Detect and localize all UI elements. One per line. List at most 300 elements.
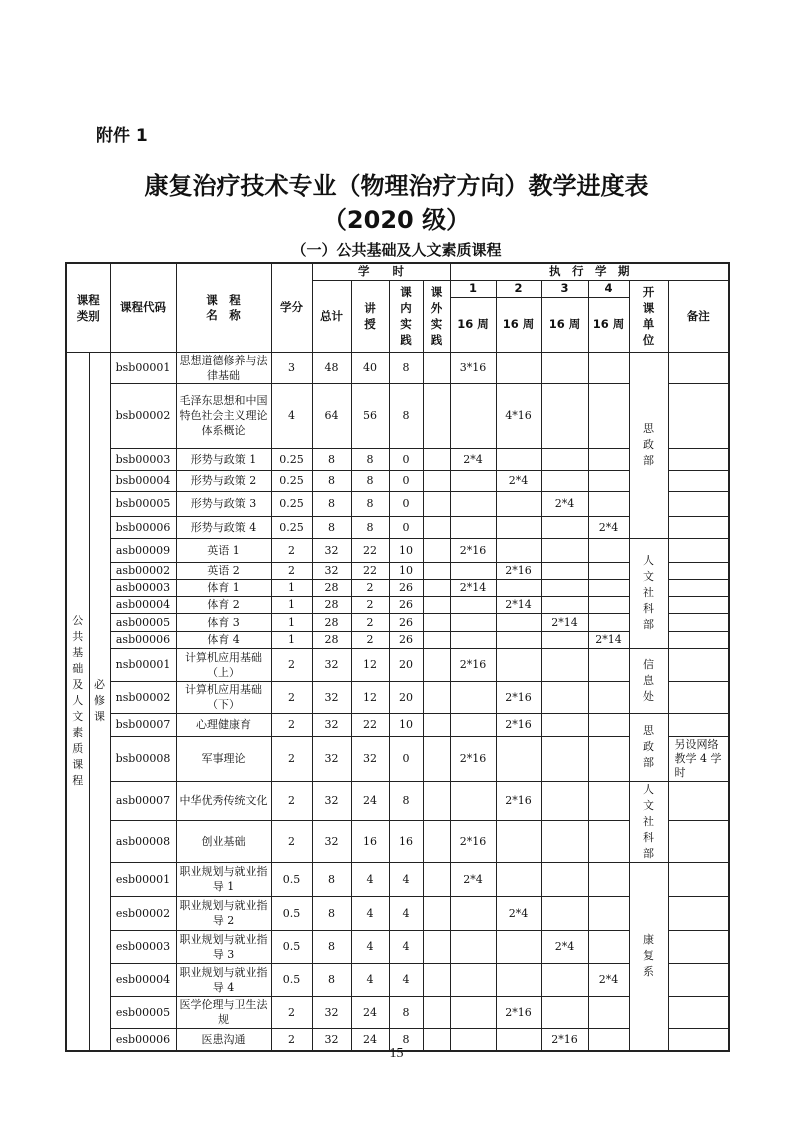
hours-out-practice [423, 516, 450, 538]
header-sem1: 1 [450, 280, 496, 297]
remark [668, 491, 729, 516]
hours-in-practice: 4 [389, 896, 423, 930]
schedule-body [66, 352, 729, 1051]
semester-2: 2*16 [496, 713, 541, 736]
header-weeks2: 16 周 [496, 297, 541, 352]
remark [668, 383, 729, 448]
course-code: asb00003 [110, 579, 176, 596]
semester-1: 2*16 [450, 736, 496, 781]
header-name: 课 程 名 称 [176, 263, 271, 352]
hours-in-practice: 10 [389, 713, 423, 736]
department-cell [629, 862, 668, 1051]
table-row [66, 781, 729, 821]
semester-3 [541, 538, 588, 562]
hours-total: 32 [312, 562, 351, 579]
hours-in-practice: 4 [389, 862, 423, 896]
semester-1 [450, 596, 496, 613]
course-code: esb00001 [110, 862, 176, 896]
header-hours-group: 学 时 [312, 263, 450, 280]
remark [668, 516, 729, 538]
semester-2 [496, 352, 541, 383]
remark [668, 470, 729, 491]
hours-lecture: 22 [351, 538, 389, 562]
remark [668, 862, 729, 896]
hours-out-practice [423, 681, 450, 713]
hours-out-practice [423, 930, 450, 963]
credit: 2 [271, 821, 312, 862]
hours-lecture: 16 [351, 821, 389, 862]
credit: 0.5 [271, 896, 312, 930]
semester-2: 4*16 [496, 383, 541, 448]
course-code: nsb00002 [110, 681, 176, 713]
remark [668, 781, 729, 821]
header-total: 总计 [312, 280, 351, 352]
credit: 0.5 [271, 930, 312, 963]
credit: 2 [271, 781, 312, 821]
hours-lecture: 2 [351, 613, 389, 631]
remark [668, 448, 729, 470]
hours-lecture: 8 [351, 448, 389, 470]
course-name: 体育 3 [176, 613, 271, 631]
hours-in-practice: 0 [389, 448, 423, 470]
hours-total: 28 [312, 613, 351, 631]
table-row [66, 352, 729, 383]
credit: 2 [271, 681, 312, 713]
hours-total: 64 [312, 383, 351, 448]
header-code: 课程代码 [110, 263, 176, 352]
credit: 0.25 [271, 516, 312, 538]
remark [668, 896, 729, 930]
semester-2: 2*16 [496, 996, 541, 1028]
remark [668, 930, 729, 963]
hours-out-practice [423, 470, 450, 491]
semester-4 [588, 596, 629, 613]
hours-out-practice [423, 862, 450, 896]
hours-total: 8 [312, 516, 351, 538]
semester-4 [588, 579, 629, 596]
course-name: 职业规划与就业指导 3 [176, 930, 271, 963]
course-code: esb00006 [110, 1028, 176, 1051]
hours-out-practice [423, 562, 450, 579]
hours-in-practice: 10 [389, 538, 423, 562]
hours-in-practice: 0 [389, 470, 423, 491]
course-code: esb00003 [110, 930, 176, 963]
semester-1 [450, 963, 496, 996]
semester-2 [496, 648, 541, 681]
course-code: bsb00004 [110, 470, 176, 491]
semester-3 [541, 781, 588, 821]
course-name: 毛泽东思想和中国特色社会主义理论体系概论 [176, 383, 271, 448]
semester-4 [588, 996, 629, 1028]
remark [668, 538, 729, 562]
header-category: 课程类别 [66, 263, 110, 352]
hours-out-practice [423, 613, 450, 631]
header-lecture: 讲授 [351, 280, 389, 352]
course-code: asb00009 [110, 538, 176, 562]
category-sub-cell [89, 352, 110, 1051]
hours-lecture: 4 [351, 930, 389, 963]
credit: 4 [271, 383, 312, 448]
category-sub-label: 必修课 [94, 678, 105, 724]
course-code: esb00005 [110, 996, 176, 1028]
hours-in-practice: 0 [389, 516, 423, 538]
course-name: 创业基础 [176, 821, 271, 862]
semester-4 [588, 383, 629, 448]
hours-lecture: 2 [351, 579, 389, 596]
hours-total: 32 [312, 996, 351, 1028]
course-code: asb00006 [110, 631, 176, 648]
remark [668, 596, 729, 613]
hours-out-practice [423, 491, 450, 516]
semester-4 [588, 781, 629, 821]
semester-3: 2*14 [541, 613, 588, 631]
course-name: 心理健康育 [176, 713, 271, 736]
course-name: 体育 1 [176, 579, 271, 596]
semester-3 [541, 648, 588, 681]
semester-4: 2*4 [588, 516, 629, 538]
course-name: 职业规划与就业指导 4 [176, 963, 271, 996]
semester-4 [588, 821, 629, 862]
header-weeks3: 16 周 [541, 297, 588, 352]
hours-lecture: 40 [351, 352, 389, 383]
header-semester-group: 执 行 学 期 [450, 263, 729, 280]
semester-4 [588, 648, 629, 681]
hours-out-practice [423, 596, 450, 613]
hours-in-practice: 20 [389, 648, 423, 681]
semester-1: 2*14 [450, 579, 496, 596]
course-code: bsb00007 [110, 713, 176, 736]
hours-lecture: 32 [351, 736, 389, 781]
course-name: 形势与政策 3 [176, 491, 271, 516]
semester-4: 2*4 [588, 963, 629, 996]
course-name: 中华优秀传统文化 [176, 781, 271, 821]
course-name: 医学伦理与卫生法规 [176, 996, 271, 1028]
semester-3: 2*16 [541, 1028, 588, 1051]
remark [668, 963, 729, 996]
semester-4 [588, 862, 629, 896]
hours-lecture: 4 [351, 896, 389, 930]
course-code: asb00008 [110, 821, 176, 862]
hours-lecture: 8 [351, 470, 389, 491]
course-code: bsb00008 [110, 736, 176, 781]
semester-2: 2*4 [496, 470, 541, 491]
semester-2: 2*16 [496, 781, 541, 821]
hours-in-practice: 26 [389, 631, 423, 648]
remark [668, 613, 729, 631]
semester-1 [450, 681, 496, 713]
course-code: bsb00002 [110, 383, 176, 448]
header-remark: 备注 [668, 280, 729, 352]
course-code: bsb00001 [110, 352, 176, 383]
hours-total: 8 [312, 470, 351, 491]
semester-2: 2*14 [496, 596, 541, 613]
hours-total: 32 [312, 648, 351, 681]
hours-out-practice [423, 781, 450, 821]
hours-total: 8 [312, 491, 351, 516]
credit: 1 [271, 596, 312, 613]
remark: 另设网络教学 4 学时 [668, 736, 729, 781]
credit: 2 [271, 736, 312, 781]
header-weeks1: 16 周 [450, 297, 496, 352]
semester-1 [450, 930, 496, 963]
semester-4 [588, 352, 629, 383]
credit: 2 [271, 562, 312, 579]
course-code: asb00004 [110, 596, 176, 613]
hours-in-practice: 8 [389, 781, 423, 821]
remark [668, 996, 729, 1028]
annex-label: 附件 1 [96, 126, 148, 146]
page-number: 15 [389, 1046, 404, 1061]
semester-3 [541, 631, 588, 648]
hours-total: 8 [312, 930, 351, 963]
semester-4 [588, 470, 629, 491]
semester-3 [541, 896, 588, 930]
credit: 2 [271, 648, 312, 681]
hours-in-practice: 26 [389, 613, 423, 631]
section-title: （一）公共基础及人文素质课程 [291, 241, 502, 259]
hours-out-practice [423, 538, 450, 562]
hours-out-practice [423, 713, 450, 736]
category-main-cell [66, 352, 89, 1051]
course-name: 体育 4 [176, 631, 271, 648]
semester-4 [588, 713, 629, 736]
semester-1 [450, 470, 496, 491]
department-cell [629, 352, 668, 538]
hours-in-practice: 8 [389, 352, 423, 383]
header-credit: 学分 [271, 263, 312, 352]
remark [668, 681, 729, 713]
hours-out-practice [423, 996, 450, 1028]
semester-3: 2*4 [541, 930, 588, 963]
semester-1: 2*4 [450, 862, 496, 896]
credit: 0.25 [271, 448, 312, 470]
semester-2 [496, 862, 541, 896]
semester-1: 2*16 [450, 648, 496, 681]
remark [668, 648, 729, 681]
hours-lecture: 2 [351, 596, 389, 613]
course-name: 思想道德修养与法律基础 [176, 352, 271, 383]
hours-in-practice: 8 [389, 383, 423, 448]
semester-4 [588, 448, 629, 470]
hours-out-practice [423, 383, 450, 448]
credit: 2 [271, 713, 312, 736]
hours-lecture: 22 [351, 713, 389, 736]
course-code: bsb00006 [110, 516, 176, 538]
hours-total: 8 [312, 448, 351, 470]
course-name: 医患沟通 [176, 1028, 271, 1051]
remark [668, 631, 729, 648]
header-weeks4: 16 周 [588, 297, 629, 352]
hours-total: 48 [312, 352, 351, 383]
hours-total: 32 [312, 821, 351, 862]
semester-2 [496, 491, 541, 516]
semester-3 [541, 470, 588, 491]
table-row [66, 538, 729, 562]
hours-total: 32 [312, 538, 351, 562]
semester-2 [496, 963, 541, 996]
course-name: 形势与政策 1 [176, 448, 271, 470]
hours-lecture: 24 [351, 1028, 389, 1051]
semester-1 [450, 613, 496, 631]
semester-1 [450, 631, 496, 648]
header-dept: 开课单位 [629, 280, 668, 352]
semester-1: 2*16 [450, 821, 496, 862]
hours-total: 8 [312, 862, 351, 896]
semester-2 [496, 736, 541, 781]
semester-1 [450, 996, 496, 1028]
department-cell [629, 538, 668, 648]
hours-lecture: 24 [351, 996, 389, 1028]
hours-in-practice: 26 [389, 579, 423, 596]
department-cell [629, 713, 668, 781]
semester-3 [541, 821, 588, 862]
credit: 2 [271, 1028, 312, 1051]
hours-in-practice: 10 [389, 562, 423, 579]
hours-out-practice [423, 821, 450, 862]
semester-1 [450, 562, 496, 579]
table-row [66, 862, 729, 896]
department-label: 思政部 [643, 724, 654, 769]
semester-1 [450, 713, 496, 736]
schedule-table [65, 262, 730, 1052]
semester-3 [541, 713, 588, 736]
semester-2 [496, 631, 541, 648]
semester-1 [450, 491, 496, 516]
hours-in-practice: 8 [389, 996, 423, 1028]
hours-total: 8 [312, 963, 351, 996]
remark [668, 821, 729, 862]
course-code: esb00004 [110, 963, 176, 996]
hours-total: 28 [312, 579, 351, 596]
hours-in-practice: 16 [389, 821, 423, 862]
credit: 0.25 [271, 470, 312, 491]
hours-out-practice [423, 579, 450, 596]
semester-2: 2*16 [496, 562, 541, 579]
hours-total: 32 [312, 781, 351, 821]
semester-1: 2*16 [450, 538, 496, 562]
semester-1 [450, 781, 496, 821]
semester-2 [496, 448, 541, 470]
semester-2 [496, 821, 541, 862]
hours-out-practice [423, 736, 450, 781]
header-sem2: 2 [496, 280, 541, 297]
semester-3: 2*4 [541, 491, 588, 516]
department-label: 信息处 [643, 657, 654, 703]
semester-4 [588, 491, 629, 516]
department-label: 康复系 [643, 933, 654, 979]
table-row [66, 648, 729, 681]
hours-total: 28 [312, 631, 351, 648]
semester-2 [496, 538, 541, 562]
semester-3 [541, 736, 588, 781]
header-sem3: 3 [541, 280, 588, 297]
credit: 1 [271, 579, 312, 596]
department-label: 思政部 [643, 422, 654, 467]
credit: 2 [271, 538, 312, 562]
table-row [66, 713, 729, 736]
semester-3 [541, 681, 588, 713]
credit: 0.25 [271, 491, 312, 516]
header-sem4: 4 [588, 280, 629, 297]
remark [668, 352, 729, 383]
hours-lecture: 4 [351, 963, 389, 996]
semester-4 [588, 896, 629, 930]
hours-out-practice [423, 631, 450, 648]
semester-2 [496, 613, 541, 631]
department-cell [629, 648, 668, 713]
hours-lecture: 8 [351, 491, 389, 516]
course-name: 英语 2 [176, 562, 271, 579]
hours-out-practice [423, 963, 450, 996]
semester-4 [588, 613, 629, 631]
semester-3 [541, 516, 588, 538]
category-main-label: 公共基础及人文素质课程 [72, 614, 84, 788]
credit: 0.5 [271, 862, 312, 896]
course-code: asb00002 [110, 562, 176, 579]
hours-total: 32 [312, 681, 351, 713]
semester-1 [450, 896, 496, 930]
hours-lecture: 22 [351, 562, 389, 579]
course-name: 形势与政策 4 [176, 516, 271, 538]
hours-total: 28 [312, 596, 351, 613]
hours-total: 32 [312, 736, 351, 781]
remark [668, 579, 729, 596]
course-name: 英语 1 [176, 538, 271, 562]
department-label: 人文社科部 [643, 782, 654, 860]
document-subtitle-year: （2020 级） [322, 206, 471, 234]
course-code: esb00002 [110, 896, 176, 930]
credit: 3 [271, 352, 312, 383]
hours-in-practice: 4 [389, 963, 423, 996]
semester-4 [588, 736, 629, 781]
hours-lecture: 4 [351, 862, 389, 896]
semester-1 [450, 383, 496, 448]
document-title: 康复治疗技术专业（物理治疗方向）教学进度表 [144, 172, 649, 200]
credit: 1 [271, 613, 312, 631]
semester-3 [541, 562, 588, 579]
hours-in-practice: 0 [389, 491, 423, 516]
credit: 1 [271, 631, 312, 648]
semester-1: 2*4 [450, 448, 496, 470]
semester-1: 3*16 [450, 352, 496, 383]
hours-in-practice: 4 [389, 930, 423, 963]
hours-in-practice: 26 [389, 596, 423, 613]
course-name: 职业规划与就业指导 2 [176, 896, 271, 930]
semester-3 [541, 996, 588, 1028]
hours-lecture: 24 [351, 781, 389, 821]
semester-3 [541, 448, 588, 470]
hours-out-practice [423, 352, 450, 383]
header-in-practice: 课内实践 [389, 280, 423, 352]
semester-3 [541, 352, 588, 383]
semester-1 [450, 516, 496, 538]
semester-4 [588, 930, 629, 963]
semester-4 [588, 681, 629, 713]
course-name: 计算机应用基础（下） [176, 681, 271, 713]
hours-in-practice: 20 [389, 681, 423, 713]
semester-4 [588, 538, 629, 562]
course-name: 计算机应用基础（上） [176, 648, 271, 681]
hours-lecture: 2 [351, 631, 389, 648]
hours-total: 32 [312, 713, 351, 736]
hours-lecture: 56 [351, 383, 389, 448]
hours-lecture: 8 [351, 516, 389, 538]
course-name: 军事理论 [176, 736, 271, 781]
semester-4: 2*14 [588, 631, 629, 648]
semester-2 [496, 516, 541, 538]
remark [668, 713, 729, 736]
credit: 2 [271, 996, 312, 1028]
